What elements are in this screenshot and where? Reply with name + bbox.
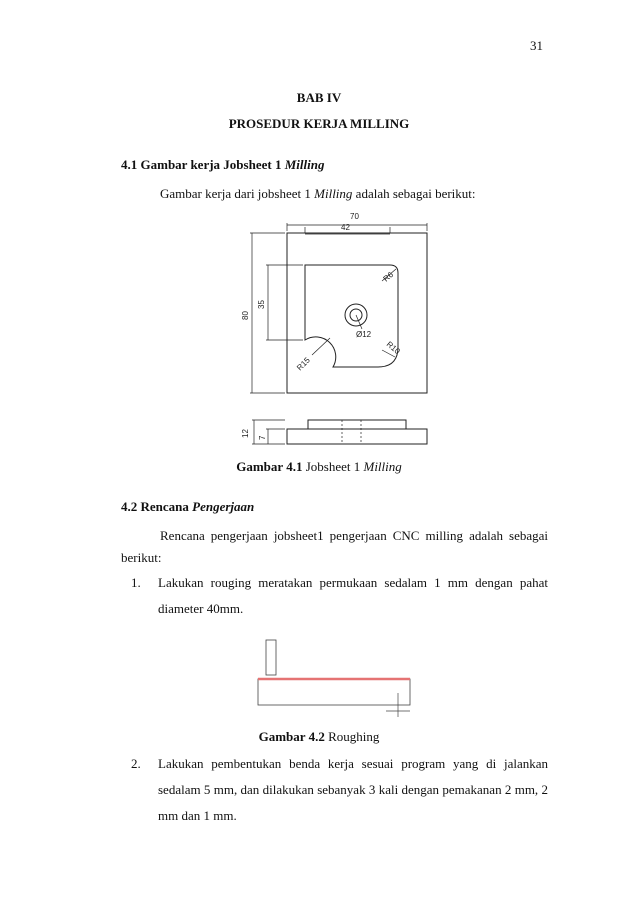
- radius-label-r15: R15: [295, 355, 312, 373]
- intro-text-b: adalah sebagai berikut:: [352, 186, 476, 201]
- jobsheet-drawing: [230, 205, 440, 450]
- section-heading-text: 4.1 Gambar kerja Jobsheet 1: [121, 157, 285, 172]
- caption-label: Gambar 4.2: [258, 729, 325, 744]
- list-item-1-number: 1.: [131, 575, 141, 590]
- dim-label-12: 12: [241, 429, 250, 438]
- caption-text: Jobsheet 1: [302, 459, 364, 474]
- dim-label-42: 42: [341, 223, 350, 232]
- dim-label-70: 70: [350, 212, 359, 221]
- list-item-2-line-2: sedalam 5 mm, dan dilakukan sebanyak 3 kali dengan pemakanan 2 mm, 2: [158, 782, 548, 797]
- workpiece-block: [258, 679, 410, 705]
- intro-text-italic: Milling: [314, 186, 353, 201]
- dim-label-80: 80: [241, 311, 250, 320]
- list-item-2-number: 2.: [131, 756, 141, 771]
- side-view-boss: [308, 420, 406, 429]
- cutter-tool: [266, 640, 276, 675]
- radius-label-r10: R10: [384, 339, 402, 356]
- side-view-base: [287, 429, 427, 444]
- list-item-1-line-2: diameter 40mm.: [158, 601, 244, 616]
- section-heading-text: 4.2 Rencana: [121, 499, 193, 514]
- figure-caption-4-2: [0, 729, 638, 745]
- dim-label-35: 35: [257, 300, 266, 309]
- section-heading-4-2: [121, 499, 254, 515]
- list-item-1-line-1: Lakukan rouging meratakan permukaan sedalam 1 mm dengan pahat: [158, 575, 548, 590]
- section-heading-italic: Pengerjaan: [192, 499, 255, 514]
- chapter-label: BAB IV: [296, 90, 342, 105]
- radius-label-r6: R6: [381, 270, 396, 284]
- page-number: 31: [530, 38, 543, 53]
- outer-plate-outline: [287, 233, 427, 393]
- paragraph-line-1: Rencana pengerjaan jobsheet1 pengerjaan CNC milling adalah sebagai: [160, 528, 548, 543]
- figure-caption-4-1: [0, 459, 638, 475]
- roughing-drawing: [250, 635, 415, 720]
- chapter-title: PROSEDUR KERJA MILLING: [228, 116, 410, 131]
- section-heading-italic: Milling: [284, 157, 325, 172]
- drawing-intro: [160, 186, 476, 202]
- dim-label-7: 7: [258, 435, 267, 440]
- caption-label: Gambar 4.1: [236, 459, 303, 474]
- intro-text-a: Gambar kerja dari jobsheet 1: [160, 186, 315, 201]
- list-item-2-line-3: mm dan 1 mm.: [158, 808, 237, 823]
- hole-diameter-label: Ø12: [356, 330, 372, 339]
- caption-italic: Milling: [363, 459, 402, 474]
- paragraph-line-2: berikut:: [121, 550, 162, 565]
- section-heading-4-1: [121, 157, 324, 173]
- caption-text: Roughing: [324, 729, 380, 744]
- list-item-2-line-1: Lakukan pembentukan benda kerja sesuai program yang di jalankan: [158, 756, 548, 771]
